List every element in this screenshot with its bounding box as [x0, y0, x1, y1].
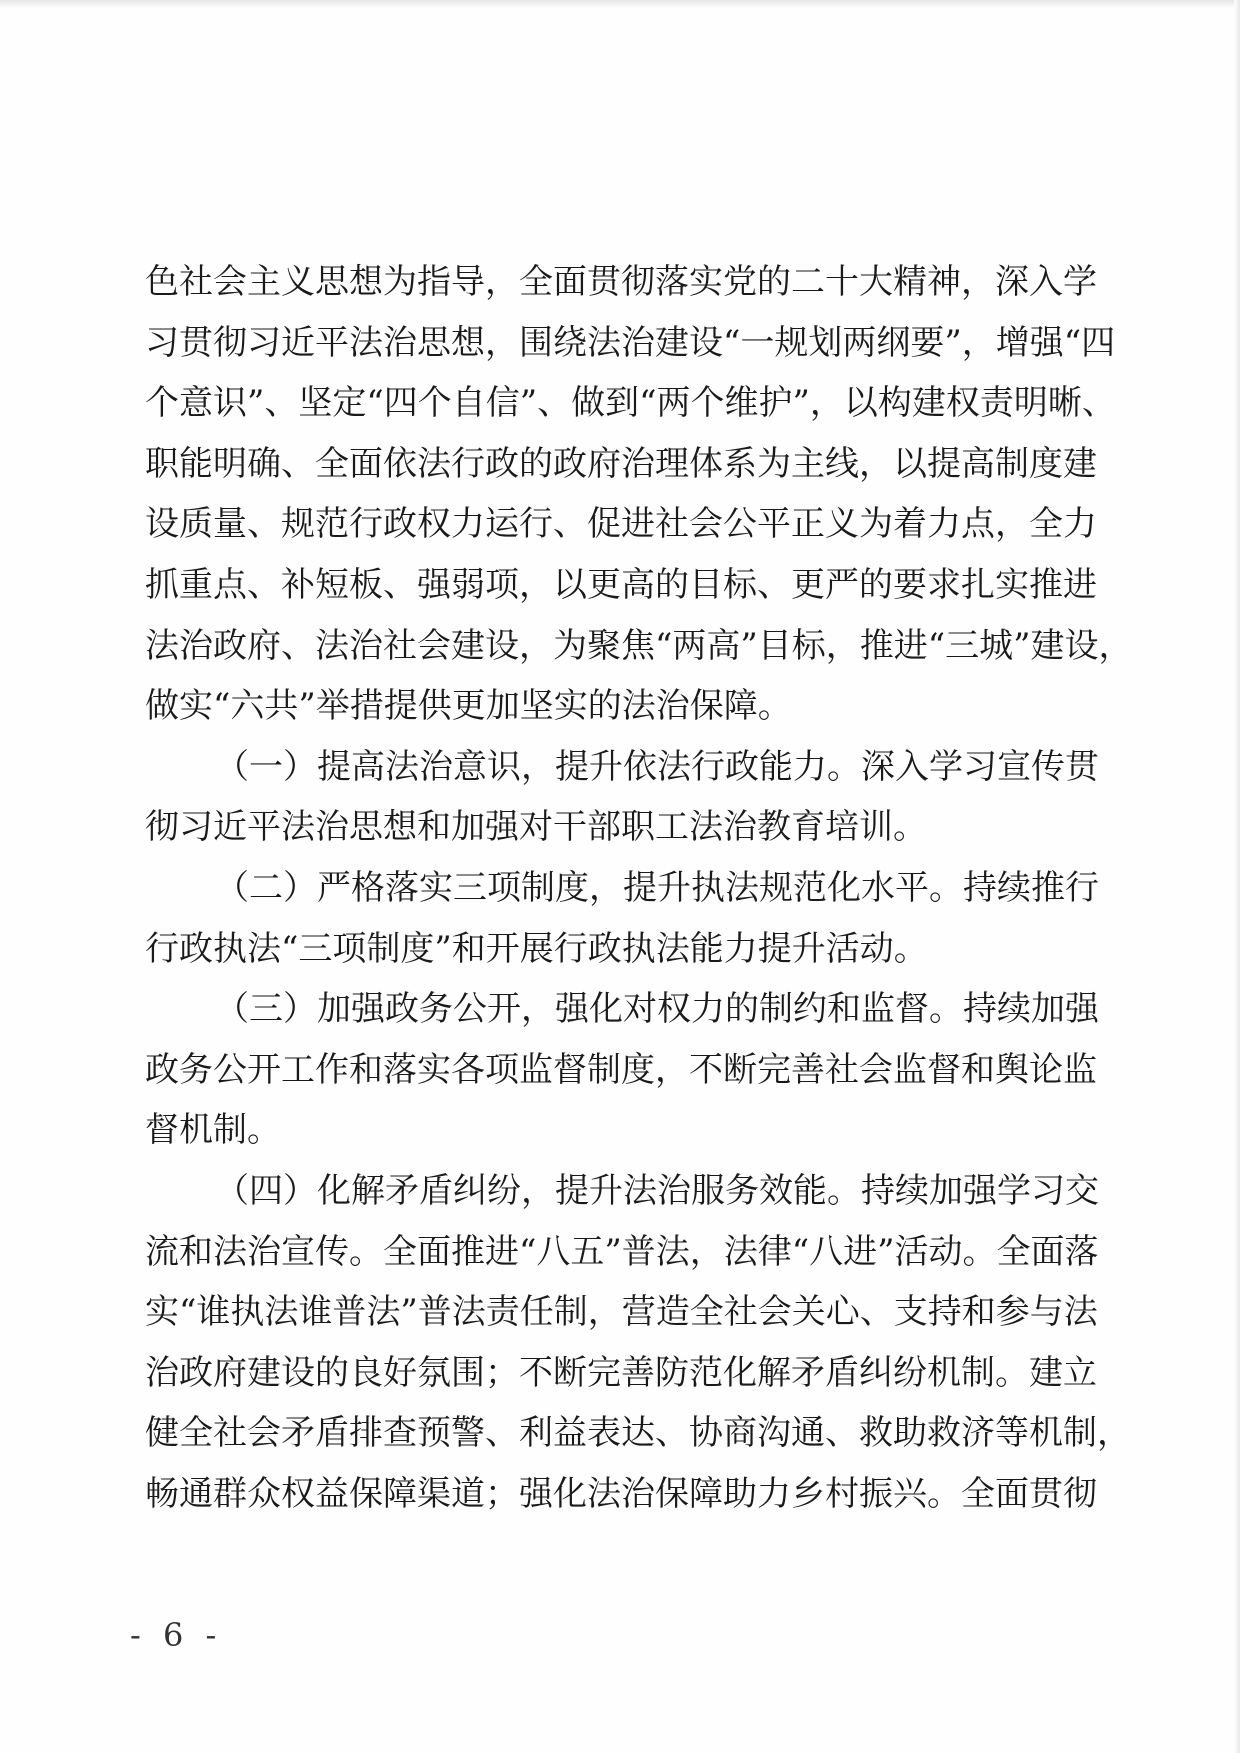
text-line: 彻习近平法治思想和加强对干部职工法治教育培训。 [145, 807, 927, 848]
text-line: 流和法治宣传。全面推进“八五”普法，法律“八进”活动。全面落 [145, 1231, 1099, 1272]
text-line: 实“谁执法谁普法”普法责任制，营造全社会关心、支持和参与法 [145, 1292, 1098, 1333]
text-line: （四）化解矛盾纠纷，提升法治服务效能。持续加强学习交 [215, 1170, 1099, 1211]
text-line: 督机制。 [145, 1110, 281, 1151]
text-line: 治政府建设的良好氛围；不断完善防范化解矛盾纠纷机制。建立 [145, 1352, 1097, 1393]
text-line: 设质量、规范行政权力运行、促进社会公平正义为着力点，全力 [145, 504, 1097, 545]
text-line: 抓重点、补短板、强弱项，以更高的目标、更严的要求扎实推进 [145, 564, 1097, 605]
text-line: 个意识”、坚定“四个自信”、做到“两个维护”，以构建权责明晰、 [145, 383, 1116, 424]
text-line: （三）加强政务公开，强化对权力的制约和监督。持续加强 [215, 989, 1099, 1030]
text-line: 做实“六共”举措提供更加坚实的法治保障。 [145, 686, 792, 727]
page-number: - 6 - [130, 1616, 223, 1654]
text-line: （二）严格落实三项制度，提升执法规范化水平。持续推行 [215, 867, 1099, 908]
text-line: 政务公开工作和落实各项监督制度，不断完善社会监督和舆论监 [145, 1049, 1097, 1090]
text-line: 畅通群众权益保障渠道；强化法治保障助力乡村振兴。全面贯彻 [145, 1473, 1097, 1514]
text-line: 习贯彻习近平法治思想，围绕法治建设“一规划两纲要”，增强“四 [145, 322, 1116, 363]
text-line: （一）提高法治意识，提升依法行政能力。深入学习宣传贯 [215, 746, 1099, 787]
scan-edge-right [1234, 0, 1240, 1753]
text-line: 健全社会矛盾排查预警、利益表达、协商沟通、救助救济等机制， [145, 1413, 1131, 1454]
text-line: 法治政府、法治社会建设，为聚焦“两高”目标，推进“三城”建设， [145, 625, 1133, 666]
text-line: 色社会主义思想为指导，全面贯彻落实党的二十大精神，深入学 [145, 262, 1097, 302]
text-line: 职能明确、全面依法行政的政府治理体系为主线，以提高制度建 [145, 443, 1097, 484]
text-line: 行政执法“三项制度”和开展行政执法能力提升活动。 [145, 928, 928, 969]
body-text [145, 252, 1133, 1524]
scan-edge-top [0, 0, 1240, 8]
